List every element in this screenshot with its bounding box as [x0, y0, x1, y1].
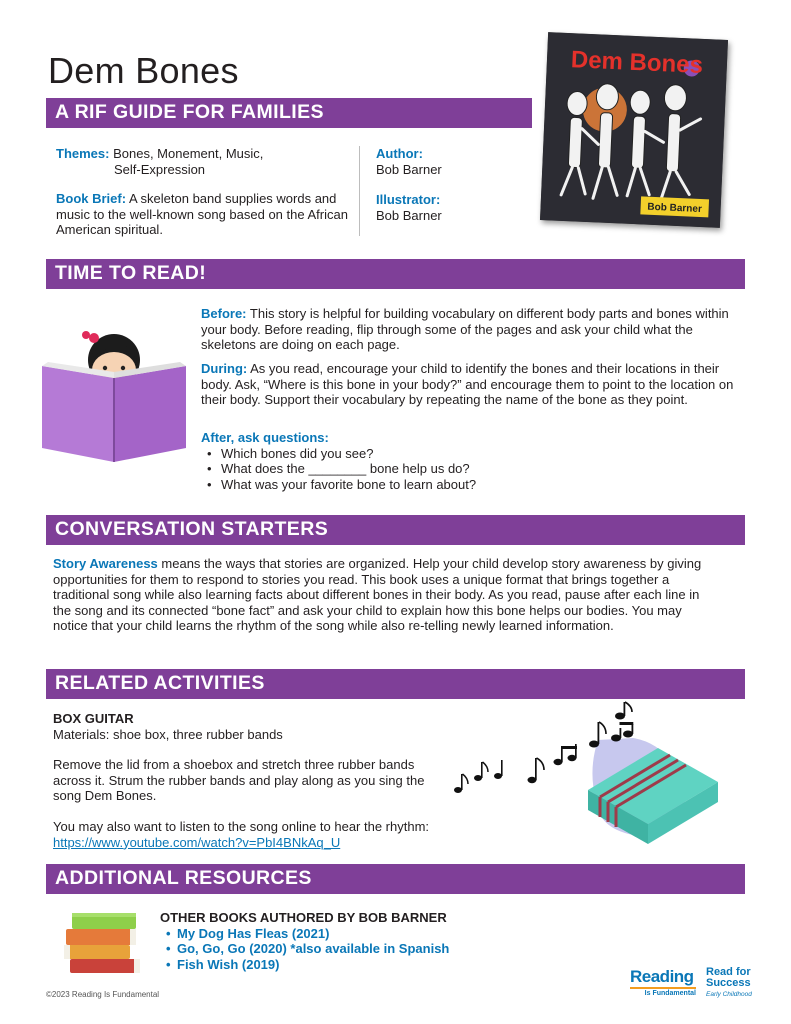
- after-block: [201, 430, 747, 492]
- other-books-list: [160, 926, 580, 973]
- before-text: This story is helpful for building vocabulary on different body parts and bones within your body. Before reading, flip through some of the pages and ask your child what the skeletons are doing on each page.: [201, 306, 729, 353]
- illustrator-value: Bob Barner: [376, 207, 442, 223]
- list-item: • What does the ________ bone help us do?: [201, 461, 747, 477]
- list-item: • Go, Go, Go (2020) *also available in Spanish: [160, 941, 580, 957]
- during-text: As you read, encourage your child to identify the bones and their locations in their body. Ask, “Where is this bone in your body?” and encourage them to point to the location on their body. Support their vocabulary by repeating the name of the bone as they point.: [201, 361, 734, 408]
- other-books-title: OTHER BOOKS AUTHORED BY BOB BARNER: [160, 910, 447, 925]
- story-awareness-text: means the ways that stories are organized. Help your child develop story awareness by giving opportunities for them to respond to stories you read. This book uses a unique format that brings together a traditional song while also learning facts about different bones in their body. As you read, pause after each line in the song and its connected “bone fact” and ask your child to explain how this bone helps our bodies. You may notice that your child learns the rhythm of the song while also re-telling newly learned information.: [53, 556, 702, 634]
- book-cover-art: [540, 32, 728, 228]
- rif-logo: [630, 968, 696, 997]
- activity-materials: Materials: shoe box, three rubber bands: [53, 726, 283, 742]
- activity-instructions: Remove the lid from a shoebox and stretch three rubber bands across it. Strum the rubber bands and play along as you sing the song Dem Bones.: [53, 757, 425, 804]
- during-paragraph: [201, 361, 747, 408]
- list-item: • My Dog Has Fleas (2021): [160, 926, 580, 942]
- time-to-read-heading: TIME TO READ!: [46, 259, 745, 289]
- before-label: Before:: [201, 306, 247, 321]
- after-label: After, ask questions:: [201, 430, 329, 445]
- themes-value-2: Self-Expression: [114, 161, 206, 177]
- list-item: • Fish Wish (2019): [160, 957, 580, 973]
- cover-title: Dem Bones: [570, 46, 704, 79]
- story-awareness-label: Story Awareness: [53, 556, 158, 571]
- themes-block: [56, 146, 346, 177]
- author-block: [376, 146, 442, 177]
- illustrator-block: [376, 192, 442, 223]
- before-paragraph: [201, 306, 747, 353]
- rif-logo-sub: Is Fundamental: [644, 990, 696, 997]
- page-title: Dem Bones: [48, 50, 239, 91]
- other-books-block: [160, 910, 580, 972]
- activity-listen-text: You may also want to listen to the song online to hear the rhythm:: [53, 818, 430, 834]
- book-cover: [540, 32, 728, 228]
- copyright: ©2023 Reading Is Fundamental: [46, 990, 160, 999]
- additional-resources-heading: ADDITIONAL RESOURCES: [46, 864, 745, 894]
- conversation-starters-heading: CONVERSATION STARTERS: [46, 515, 745, 545]
- author-label: Author:: [376, 146, 423, 161]
- rfs-line-3: Early Childhood: [706, 991, 752, 998]
- book-brief-label: Book Brief:: [56, 191, 127, 206]
- song-link[interactable]: https://www.youtube.com/watch?v=PbI4BNkAq_U: [53, 834, 341, 850]
- book-brief-value: A skeleton band supplies words and music to the well-known song based on the African American spiritual.: [56, 191, 348, 238]
- rif-logo-underline: [630, 987, 696, 989]
- during-label: During:: [201, 361, 248, 376]
- guide-subtitle-band: A RIF GUIDE FOR FAMILIES: [46, 98, 532, 128]
- rfs-line-1: Read for: [706, 966, 751, 978]
- cover-author: Bob Barner: [647, 201, 703, 216]
- list-item: • What was your favorite bone to learn about?: [201, 477, 747, 493]
- list-item: • Which bones did you see?: [201, 446, 747, 462]
- after-questions-list: [201, 446, 747, 493]
- stacked-books-icon: [60, 907, 144, 975]
- illustrator-label: Illustrator:: [376, 192, 441, 207]
- rif-logo-main: Reading: [630, 967, 694, 986]
- reading-child-icon: [36, 326, 192, 464]
- box-guitar-illustration: [448, 700, 728, 850]
- info-divider: [359, 146, 360, 236]
- activity-listen: [53, 819, 438, 850]
- read-for-success-logo: [706, 967, 766, 1000]
- book-brief-block: [56, 191, 351, 238]
- story-awareness-paragraph: [53, 556, 713, 634]
- themes-value-1: Bones, Monement, Music,: [113, 146, 264, 161]
- rfs-line-2: Success: [706, 977, 751, 989]
- activity-block: [53, 711, 438, 850]
- related-activities-heading: RELATED ACTIVITIES: [46, 669, 745, 699]
- activity-title: BOX GUITAR: [53, 711, 134, 726]
- author-value: Bob Barner: [376, 161, 442, 177]
- themes-label: Themes:: [56, 146, 110, 161]
